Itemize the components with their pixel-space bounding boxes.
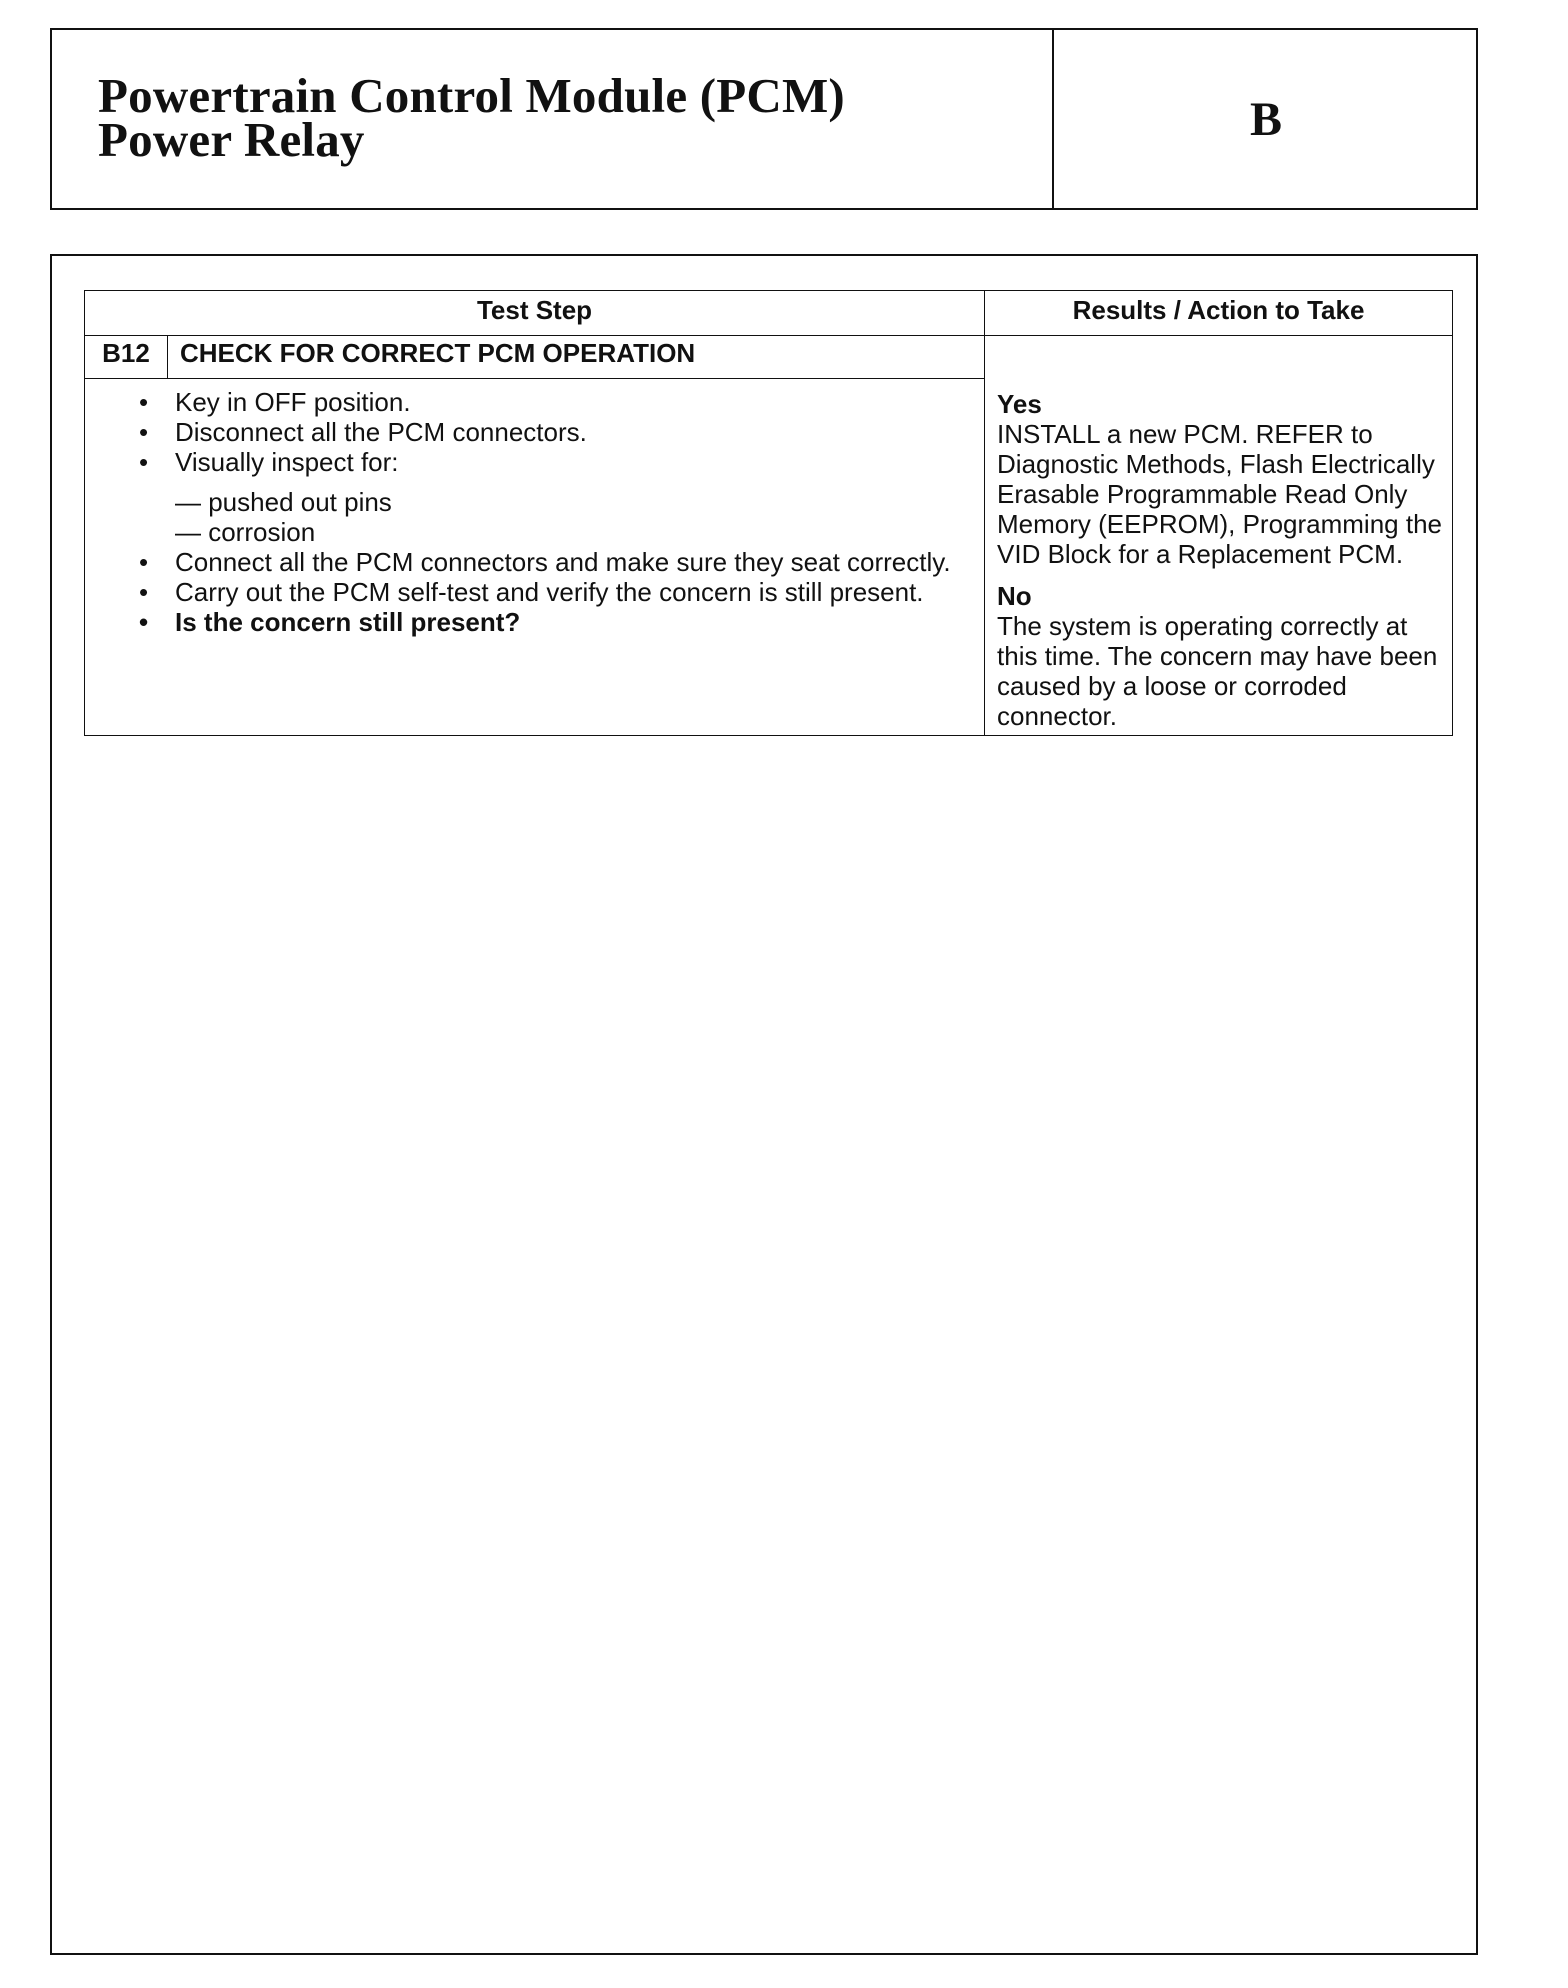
result-no [997, 581, 1448, 731]
results-cell [985, 379, 1453, 736]
title-line-1: Powertrain Control Module (PCM) [98, 68, 845, 123]
list-item [139, 387, 954, 417]
table-header-row [85, 291, 1453, 336]
instruction-text: Visually inspect for: [175, 447, 399, 477]
step-body-row [85, 379, 1453, 736]
sublist-item: — corrosion [175, 517, 316, 547]
list-item [139, 447, 954, 547]
question-text: Is the concern still present? [175, 607, 521, 637]
test-step-table [84, 290, 1453, 736]
result-yes [997, 389, 1448, 569]
step-title: CHECK FOR CORRECT PCM OPERATION [168, 336, 985, 379]
result-yes-text: INSTALL a new PCM. REFER to Diagnostic Methods, Flash Electrically Erasable Programmable Read Only Memory (EEPROM), Programming the VID Block for a Replacement PCM. [997, 418, 1442, 569]
list-item [139, 547, 954, 577]
column-header-results: Results / Action to Take [985, 291, 1453, 336]
page-title [98, 68, 1028, 167]
column-header-test-step: Test Step [85, 291, 985, 336]
list-item [139, 577, 954, 607]
result-no-label: No [997, 580, 1032, 611]
instruction-text: Key in OFF position. [175, 387, 411, 417]
bullet-icon: • [139, 387, 149, 417]
bullet-icon: • [139, 577, 149, 607]
result-yes-label: Yes [997, 388, 1042, 419]
instruction-text: Connect all the PCM connectors and make sure they seat correctly. [175, 547, 951, 577]
step-instructions [85, 379, 985, 736]
instruction-text: Carry out the PCM self-test and verify the concern is still present. [175, 577, 924, 607]
list-item [139, 417, 954, 447]
content-frame [50, 254, 1478, 1955]
instruction-list [85, 387, 954, 637]
bullet-icon: • [139, 447, 149, 477]
page-header [50, 28, 1478, 210]
bullet-icon: • [139, 547, 149, 577]
bullet-icon: • [139, 417, 149, 447]
step-title-row [85, 336, 1453, 379]
section-letter: B [1249, 92, 1282, 146]
step-id: B12 [85, 336, 168, 379]
inspection-sublist [175, 487, 954, 547]
sublist-item: — pushed out pins [175, 487, 392, 517]
title-line-2: Power Relay [98, 112, 365, 167]
result-no-text: The system is operating correctly at this time. The concern may have been caused by a loose or corroded connector. [997, 610, 1438, 731]
instruction-text: Disconnect all the PCM connectors. [175, 417, 587, 447]
results-top-blank [985, 336, 1453, 379]
list-item [139, 607, 954, 637]
bullet-icon: • [139, 607, 149, 637]
